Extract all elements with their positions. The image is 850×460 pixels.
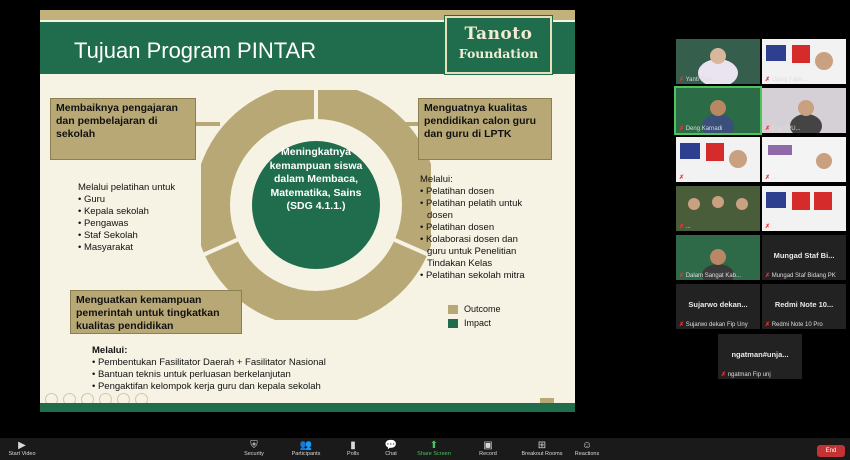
start-video-button[interactable]: ▶ Start Video xyxy=(4,440,40,457)
record-button[interactable]: ▣ Record xyxy=(466,440,510,457)
mic-muted-icon: ✗ xyxy=(765,322,771,328)
list-item: • Kepala sekolah xyxy=(78,206,208,218)
slide-legend xyxy=(448,302,501,330)
mic-muted-icon: ✗ xyxy=(679,273,685,279)
outcome-box-teaching: Membaiknya pengajaran dan pembelajaran di sekolah xyxy=(50,98,196,160)
participants-icon: 👥 xyxy=(299,440,313,451)
list-item: • Pembentukan Fasilitator Daerah + Fasilitator Nasional xyxy=(92,357,412,369)
mic-muted-icon: ✗ xyxy=(721,372,727,378)
breakout-rooms-button[interactable]: ⊞ Breakout Rooms xyxy=(518,440,566,457)
participant-tile[interactable]: ✗ Ujang Fajar... xyxy=(762,39,846,84)
reactions-icon: ☺ xyxy=(581,440,593,451)
participant-tile[interactable]: Sujarwo dekan... ✗ Sujarwo dekan Fip Uny xyxy=(676,284,760,329)
participant-tile[interactable]: ✗ Yanti Dian... xyxy=(676,39,760,84)
left-list-head: Melalui pelatihan untuk xyxy=(78,182,176,193)
left-activity-list xyxy=(78,182,208,254)
tanoto-logo: Tanoto Foundation xyxy=(445,16,552,74)
list-item: • Masyarakat xyxy=(78,242,208,254)
outcome-box-government: Menguatkan kemampuan pemerintah untuk tingkatkan kualitas pendidikan xyxy=(70,290,242,334)
legend-outcome: Outcome xyxy=(448,302,501,316)
shared-slide xyxy=(40,10,575,412)
outcome-box-lptk: Menguatnya kualitas pendidikan calon guru dan guru di LPTK xyxy=(418,98,552,160)
right-list-head: Melalui: xyxy=(420,174,453,185)
list-item: • Pelatihan pelatih untuk dosen xyxy=(420,198,532,222)
video-camera-icon: ▶ xyxy=(18,440,26,451)
chat-icon: 💬 xyxy=(384,440,398,451)
mic-muted-icon: ✗ xyxy=(679,224,685,230)
participant-tile[interactable]: ✗ Dalam Sangat Kab... xyxy=(676,235,760,280)
list-item: • Pengawas xyxy=(78,218,208,230)
participant-tile[interactable]: ngatman#unja... ✗ ngatman Fip unj xyxy=(718,334,802,379)
mic-muted-icon: ✗ xyxy=(679,322,685,328)
outcome-swatch xyxy=(448,305,458,314)
participant-tile[interactable]: ✗ ... xyxy=(676,186,760,231)
bottom-activity-list xyxy=(92,345,412,393)
list-item: • Pelatihan sekolah mitra xyxy=(420,270,532,282)
slide-footer xyxy=(40,403,575,412)
list-item: • Bantuan teknis untuk perluasan berkelanjutan xyxy=(92,369,412,381)
participant-tile[interactable]: ✗ ... xyxy=(762,137,846,182)
list-item: • Staf Sekolah xyxy=(78,230,208,242)
list-item: • Pelatihan dosen xyxy=(420,186,532,198)
slide-title: Tujuan Program PINTAR xyxy=(74,38,317,63)
list-item: • Guru xyxy=(78,194,208,206)
list-item: • Kolaborasi dosen dan guru untuk Penelitian Tindakan Kelas xyxy=(420,234,532,270)
polls-icon: ▮ xyxy=(350,440,356,451)
mic-muted-icon: ✗ xyxy=(765,224,771,230)
mic-muted-icon: ✗ xyxy=(679,175,685,181)
mic-muted-icon: ✗ xyxy=(765,175,771,181)
list-item: • Pelatihan dosen xyxy=(420,222,532,234)
participant-tile-active[interactable]: ✗ Deng Karnadi xyxy=(676,88,760,133)
security-button[interactable]: ⛨ Security xyxy=(236,440,272,457)
record-icon: ▣ xyxy=(483,440,493,451)
participant-tile[interactable]: Redmi Note 10... ✗ Redmi Note 10 Pro xyxy=(762,284,846,329)
share-screen-button[interactable]: ⬆ Share Screen xyxy=(414,440,454,457)
meeting-toolbar xyxy=(0,438,850,460)
impact-text: Meningkatnya kemampuan siswa dalam Membaca, Matematika, Sains (SDG 4.1.1.) xyxy=(269,146,363,212)
mic-muted-icon: ✗ xyxy=(765,273,771,279)
mic-muted-icon: ✗ xyxy=(679,126,685,132)
participant-tile[interactable]: Mungad Staf Bi... ✗ Mungad Staf Bidang PK xyxy=(762,235,846,280)
right-activity-list xyxy=(420,174,532,282)
bottom-list-head: Melalui: xyxy=(92,345,128,356)
end-meeting-button[interactable]: End xyxy=(817,445,845,457)
participant-tile[interactable]: ✗ Esa TPU... xyxy=(762,88,846,133)
polls-button[interactable]: ▮ Polls xyxy=(338,440,368,457)
participants-button[interactable]: 👥 Participants xyxy=(286,440,326,457)
chat-button[interactable]: 💬 Chat xyxy=(376,440,406,457)
mic-muted-icon: ✗ xyxy=(765,77,771,83)
participant-tile[interactable]: ✗ ... xyxy=(676,137,760,182)
legend-impact: Impact xyxy=(448,316,501,330)
share-screen-icon: ⬆ xyxy=(429,440,439,451)
mic-muted-icon: ✗ xyxy=(765,126,771,132)
mic-muted-icon: ✗ xyxy=(679,77,685,83)
breakout-rooms-icon: ⊞ xyxy=(537,440,547,451)
list-item: • Pengaktifan kelompok kerja guru dan kepala sekolah xyxy=(92,381,412,393)
participant-tile[interactable]: ✗ ... xyxy=(762,186,846,231)
shield-icon: ⛨ xyxy=(250,440,258,451)
impact-swatch xyxy=(448,319,458,328)
reactions-button[interactable]: ☺ Reactions xyxy=(570,440,604,457)
